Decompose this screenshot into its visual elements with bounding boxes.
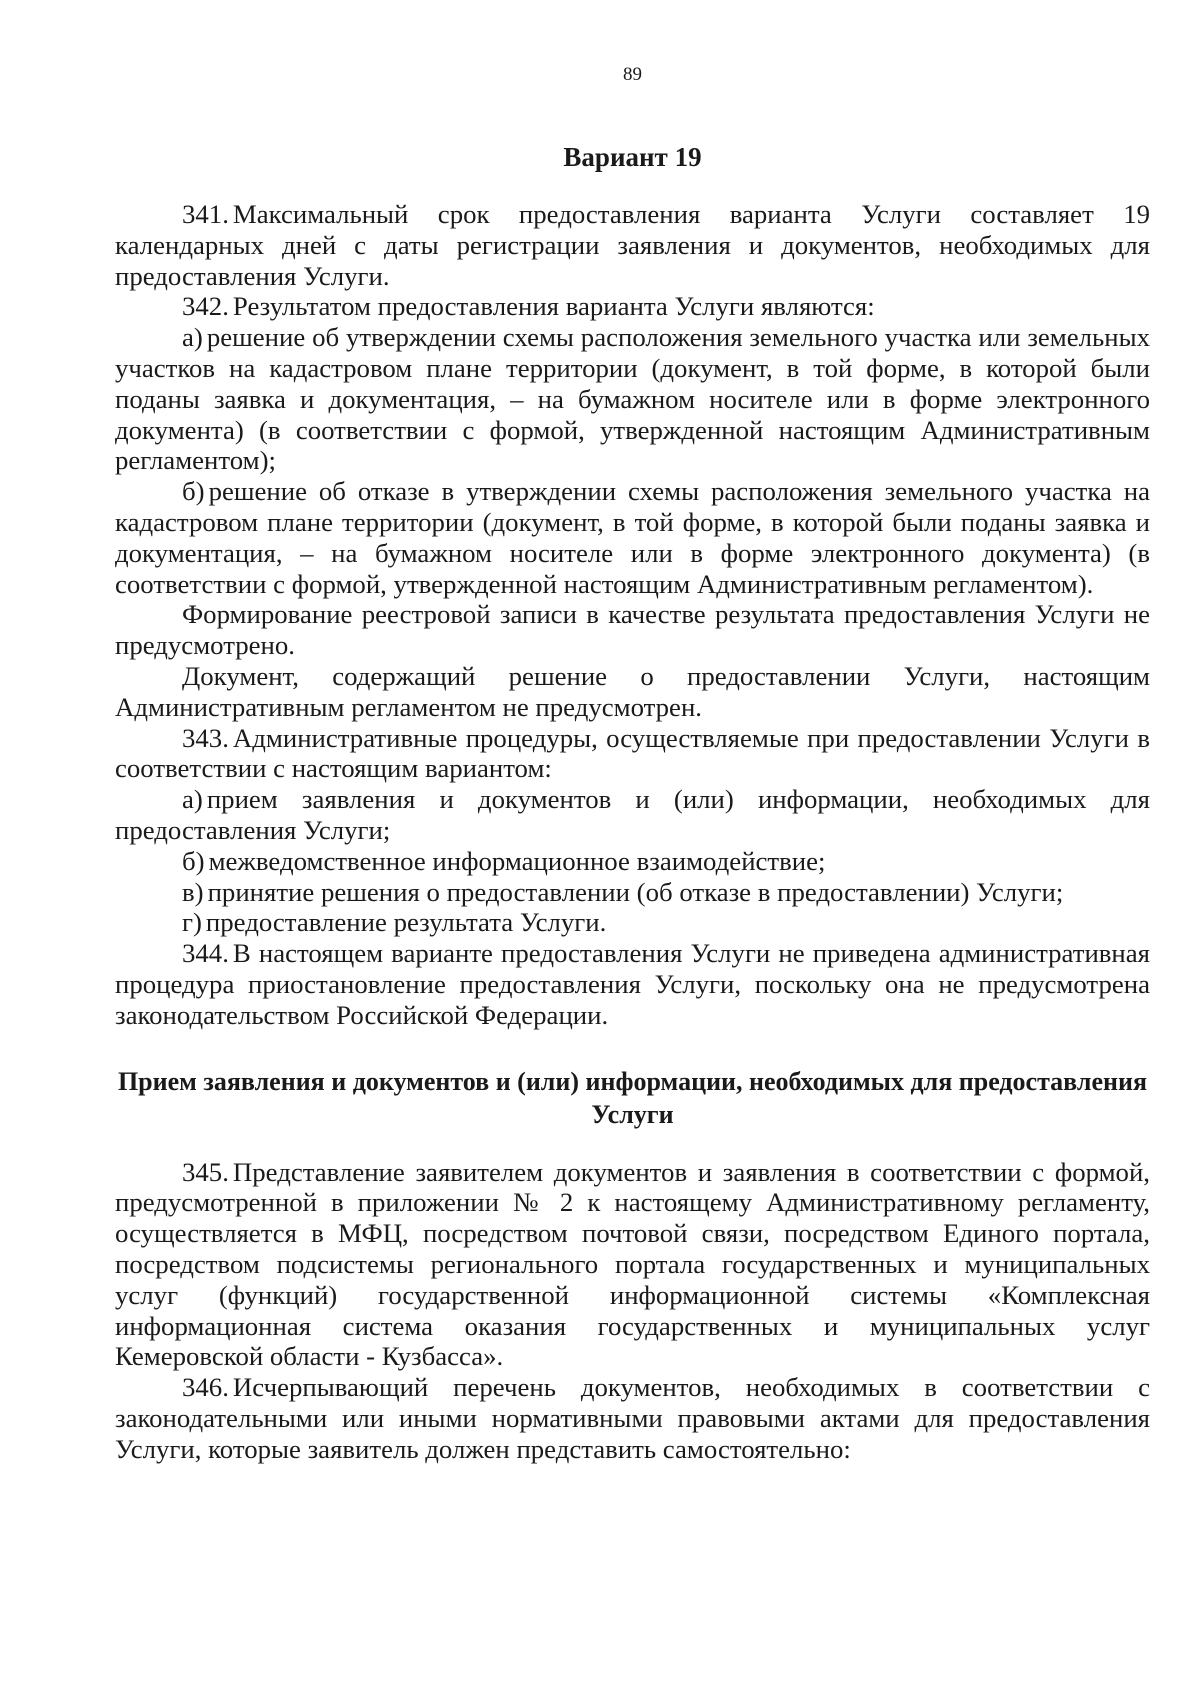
paragraph-text: прием заявления и документов и (или) информации, необходимых для предоставления Услуги; <box>115 784 1150 845</box>
paragraph <box>115 907 1150 938</box>
paragraph-text: предоставление результата Услуги. <box>205 907 607 938</box>
document-page <box>115 64 1150 1464</box>
section-heading: Прием заявления и документов и (или) информации, необходимых для предоставления Услуги <box>117 1066 1148 1129</box>
page-number: 89 <box>623 64 642 85</box>
paragraph-number: 344. <box>182 938 229 969</box>
paragraph-text: решение об отказе в утверждении схемы расположения земельного участка на кадастровом плане территории (документ, в той форме, в которой были поданы заявка и документация, – на бумажном носителе или в форме электронного документа) (в соответствии с формой, утвержденной настоящим Административным регламентом). <box>115 476 1150 599</box>
paragraph-number: б) <box>182 476 205 507</box>
paragraph <box>115 661 1150 723</box>
paragraph <box>115 784 1150 846</box>
paragraph-number: а) <box>182 322 203 353</box>
paragraph <box>115 291 1150 322</box>
paragraph-number: 346. <box>182 1372 229 1403</box>
paragraph-number: 342. <box>182 291 229 322</box>
paragraph-text: Административные процедуры, осуществляемые при предоставлении Услуги в соответствии с настоящим вариантом: <box>115 722 1150 784</box>
paragraphs-block-2 <box>115 1157 1150 1465</box>
paragraph-number: в) <box>182 876 204 907</box>
paragraph <box>115 1157 1150 1373</box>
paragraph-text: Исчерпывающий перечень документов, необходимых в соответствии с законодательными или иными нормативными правовыми актами для предоставления Услуги, которые заявитель должен представить самостоятельно: <box>115 1372 1150 1464</box>
paragraph-text: принятие решения о предоставлении (об отказе в предоставлении) Услуги; <box>207 876 1064 907</box>
variant-title: Вариант 19 <box>563 142 702 172</box>
paragraph-number: 341. <box>182 199 229 229</box>
paragraph <box>115 322 1150 476</box>
paragraph-text: Максимальный срок предоставления варианта Услуги составляет 19 календарных дней с даты регистрации заявления и документов, необходимых для предоставления Услуги. <box>115 199 1150 291</box>
paragraph <box>115 877 1150 908</box>
paragraph <box>115 476 1150 599</box>
paragraph <box>115 846 1150 877</box>
paragraph <box>115 938 1150 1030</box>
paragraph-text: Документ, содержащий решение о предоставлении Услуги, настоящим Административным регламентом не предусмотрен. <box>115 660 1150 722</box>
paragraph-text: межведомственное информационное взаимодействие; <box>208 845 826 876</box>
paragraph <box>115 199 1150 291</box>
paragraph <box>115 1372 1150 1464</box>
paragraphs-block-1 <box>115 199 1150 1031</box>
paragraph-number: 343. <box>182 722 229 753</box>
paragraph-number: а) <box>182 784 203 815</box>
paragraph-text: Представление заявителем документов и заявления в соответствии с формой, предусмотренной в приложении № 2 к настоящему Административному регламенту, осуществляется в МФЦ, посредством почтовой связи, посредством Единого портала, посредством подсистемы регионального портала государственных и муниципальных услуг (функций) государственной информационной системы «Комплексная информационная система оказания государственных и муниципальных услуг Кемеровской области - Кузбасса». <box>115 1156 1150 1372</box>
paragraph-text: В настоящем варианте предоставления Услуги не приведена административная процедура приостановление предоставления Услуги, поскольку она не предусмотрена законодательством Российской Федерации. <box>115 938 1150 1030</box>
paragraph-number: б) <box>182 845 205 876</box>
paragraph-number: г) <box>182 907 202 938</box>
paragraph <box>115 723 1150 785</box>
paragraph-text: решение об утверждении схемы расположения земельного участка или земельных участков на кадастровом плане территории (документ, в той форме, в которой были поданы заявка и документация, – на бумажном носителе или в форме электронного документа) (в соответствии с формой, утвержденной настоящим Административным регламентом); <box>115 322 1150 476</box>
paragraph-text: Результатом предоставления варианта Услуги являются: <box>232 291 875 322</box>
paragraph-number: 345. <box>182 1156 229 1187</box>
paragraph <box>115 599 1150 661</box>
paragraph-text: Формирование реестровой записи в качестве результата предоставления Услуги не предусмотрено. <box>115 599 1150 661</box>
